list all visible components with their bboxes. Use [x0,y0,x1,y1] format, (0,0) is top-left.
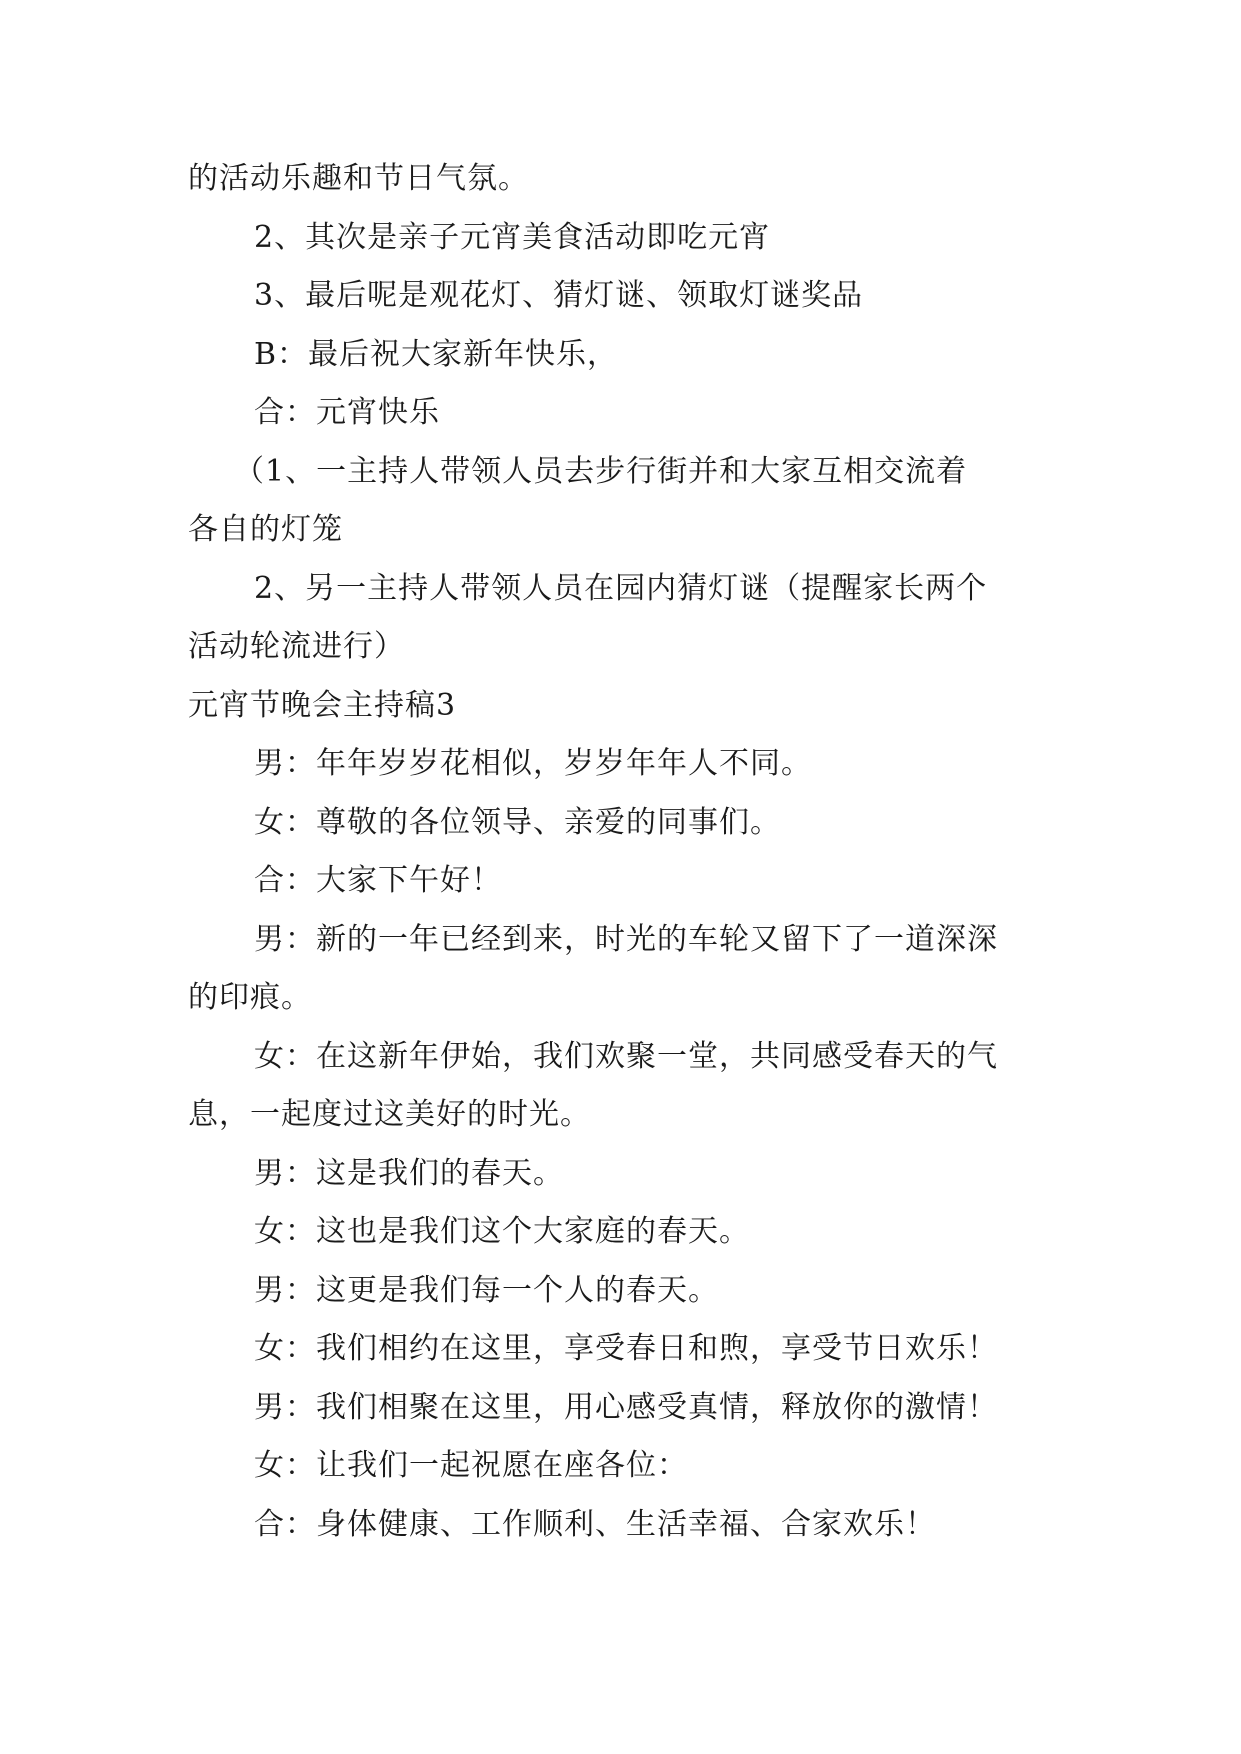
paragraph-7-line-2: 活动轮流进行） [188,629,405,664]
paragraph-12-line-1: 男：新的一年已经到来，时光的车轮又留下了一道深深 [254,921,998,957]
paragraph-2: 2、其次是亲子元宵美食活动即吃元宵 [254,219,771,255]
paragraph-12 [188,911,1058,1028]
paragraph-17: 女：我们相约在这里，享受春日和煦，享受节日欢乐！ [254,1331,998,1366]
paragraph-7-line-1: 2、另一主持人带领人员在园内猜灯谜（提醒家长两个 [254,570,988,606]
paragraph-7 [188,560,1058,677]
paragraph-13-line-1: 女：在这新年伊始，我们欢聚一堂，共同感受春天的气 [254,1038,998,1074]
paragraph-12-line-2: 的印痕。 [188,980,312,1015]
document-body [188,150,1058,1554]
paragraph-6-line-2: 各自的灯笼 [188,512,343,547]
paragraph-9: 男：年年岁岁花相似，岁岁年年人不同。 [254,746,812,781]
paragraph-6-line-1: （1、一主持人带领人员去步行街并和大家互相交流着 [234,453,968,489]
paragraph-11: 合：大家下午好！ [254,863,502,898]
paragraph-14: 男：这是我们的春天。 [254,1155,564,1191]
paragraph-13-line-2: 息，一起度过这美好的时光。 [188,1097,591,1132]
section-heading: 元宵节晚会主持稿3 [188,687,457,723]
paragraph-10: 女：尊敬的各位领导、亲爱的同事们。 [254,804,781,840]
paragraph-6 [188,443,1058,560]
paragraph-1: 的活动乐趣和节日气氛。 [188,161,529,196]
paragraph-13 [188,1028,1058,1145]
paragraph-15: 女：这也是我们这个大家庭的春天。 [254,1214,750,1249]
paragraph-18: 男：我们相聚在这里，用心感受真情，释放你的激情！ [254,1389,998,1425]
paragraph-3: 3、最后呢是观花灯、猜灯谜、领取灯谜奖品 [254,278,864,313]
paragraph-4: B：最后祝大家新年快乐， [254,336,619,372]
paragraph-20: 合：身体健康、工作顺利、生活幸福、合家欢乐！ [254,1506,936,1542]
paragraph-19: 女：让我们一起祝愿在座各位： [254,1448,688,1483]
paragraph-16: 男：这更是我们每一个人的春天。 [254,1272,719,1308]
paragraph-5: 合：元宵快乐 [254,395,440,430]
